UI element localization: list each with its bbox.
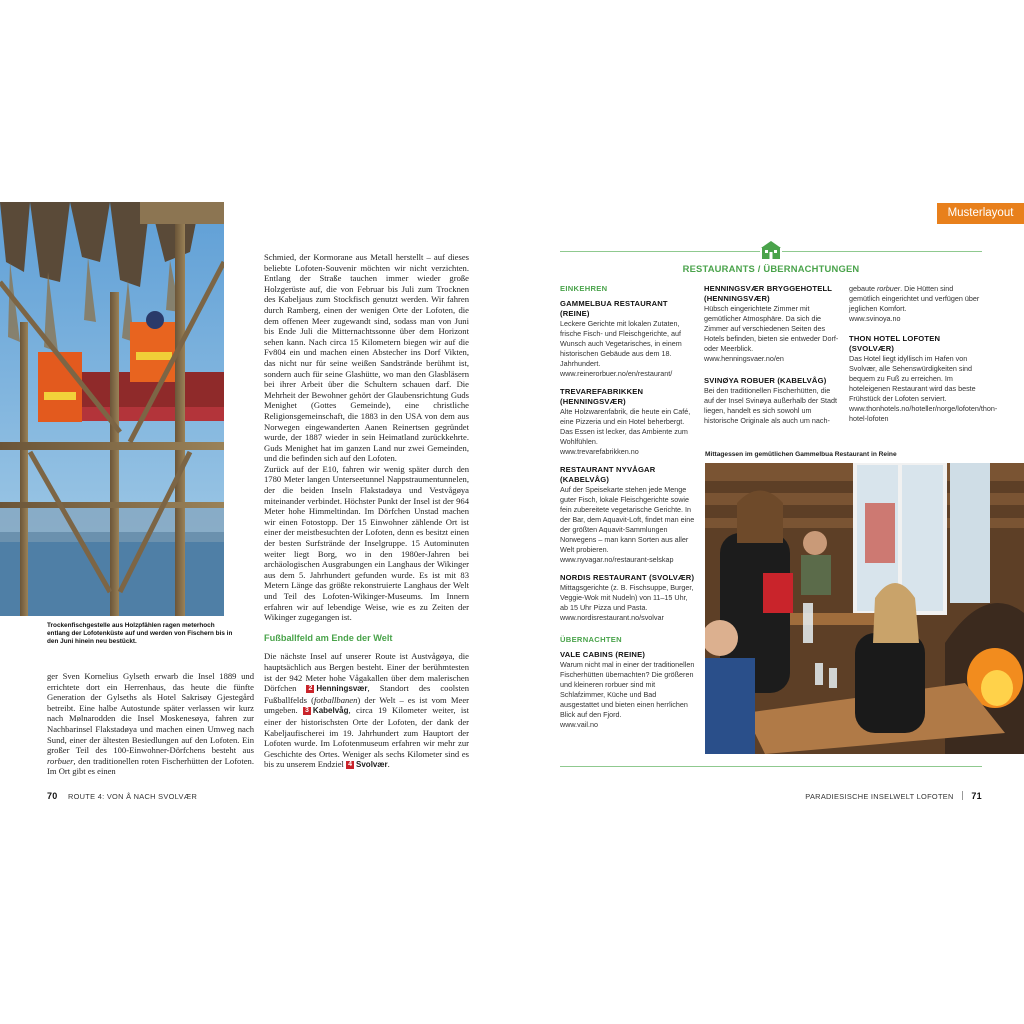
place-number-2: 2	[308, 685, 313, 693]
place-kabelvag: Kabelvåg	[312, 706, 349, 716]
restaurant-photo-caption: Mittagessen im gemütlichen Gammelbua Restaurant in Reine	[705, 451, 897, 458]
entry-gammelbua	[560, 299, 695, 379]
entry-thon-hotel	[849, 334, 998, 424]
entry-svinoya-continued	[849, 284, 984, 324]
entry-url[interactable]: www.reinerorbuer.no/en/restaurant/	[560, 369, 673, 378]
footer-left	[47, 791, 197, 801]
footer-right	[805, 791, 982, 801]
place-svolvaer: Svolvær	[356, 760, 388, 770]
entry-text: Alte Holzwarenfabrik, die heute ein Café, eine Pizzeria und ein Hotel beherbergt. Das Essen ist lecker, das Ambiente zum Wohlfühlen.	[560, 407, 691, 446]
entry-url[interactable]: www.thonhotels.no/hoteller/norge/lofoten/thon-hotel-lofoten	[849, 404, 998, 423]
mid-paragraph-1: Schmied, der Kormorane aus Metall herstellt – auf dieses beliebte Lofoten-Souvenir möchten wir nicht verzichten. Entlang der Straße tauchen immer wieder große Holzgerüste auf, die von Februar bis Juli zum Trocknen des Kabeljaus zum Stockfisch genutzt werden. Wir fahren durch Ramberg, einen der wenigen Orte der Lofoten, die dem offenen Meer zugewandt sind, sodass man von Juni bis Ende Juli die Mitternachtssonne über dem Horizont sehen kann. Nach circa 15 Kilometern biegen wir auf die Fv804 ein und machen einen Abstecher ins Dorf Vikten, das nicht nur für seine weißen Sandstrände berühmt ist, sondern auch für seine Glashütte, wo man den Glasbläsern bei ihrer Arbeit über die Schultern schauen darf. Die Mehrheit der Bewohner gehört der Glaubensrichtung Guds Menighet (Gottes Gemeinde), eine christliche Religionsgemeinschaft, die 1883 in den USA von dem aus Norwegen eingewanderten Aanen Reinertsen gegründet wurde, der 1887 wieder in sein Heimatland zurückkehrte. Guds Menighet hat im ganzen Land nur zwei Gemeinden, und die befinden sich auf den Lofoten.	[264, 252, 469, 464]
mid-section-heading: Fußballfeld am Ende der Welt	[264, 632, 393, 643]
entry-url[interactable]: www.nyvagar.no/restaurant-selskap	[560, 555, 674, 564]
entry-text: Auf der Speisekarte stehen jede Menge guter Fisch, lokale Fleischgerichte sowie fein zubereitete vegetarische Gerichte. In der Bar, dem Aquavit-Loft, findet man eine der größten Aquavit-Sammlungen Norwegens – man kann Sorten aus aller Welt probieren.	[560, 485, 695, 554]
place-number-3: 3	[305, 707, 309, 715]
footer-right-text: PARADIESISCHE INSELWELT LOFOTEN	[805, 792, 954, 801]
entry-url[interactable]: www.nordisrestaurant.no/svolvar	[560, 613, 664, 622]
left-bottom-text-part1: ger Sven Kornelius Gylseth erwarb die Insel 1889 und errichtete dort ein Herrenhaus, das heute die fünfte Generation der Gylseths als Hotel Sakrisøy Gjestegård betreibt. Eine halbe Autostunde später verlassen wir kurz nach Mølnarodden die Insel Moskenesøya, fahren zur Nachbarinsel Flakstadøya und machen einen Umweg nach Sund, einer der ältesten Besiedlungen auf den Lofoten. Ein großer Teil des 100-Einwohner-Dörfchens besteht aus	[47, 671, 254, 756]
photo-restaurant	[705, 463, 1024, 754]
entry-text: Warum nicht mal in einer der traditionellen Fischerhütten übernachten? Die größeren und kleineren rorbuer sind mit Schlafzimmer, Küche und Bad ausgestattet und bieten einen herrlichen Blick auf den Fjord.	[560, 660, 695, 719]
entry-url[interactable]: www.vail.no	[560, 720, 598, 729]
entry-url[interactable]: www.svinoya.no	[849, 314, 901, 323]
entry-text: Das Hotel liegt idyllisch im Hafen von Svolvær, alle Sehenswürdigkeiten sind bequem zu Fuß zu erreichen. Im hoteleigenen Restaurant wird das beste Frühstück der Lofoten serviert.	[849, 354, 976, 403]
mid-text-7: .	[387, 759, 390, 770]
entry-title: VALE CABINS (REINE)	[560, 650, 646, 659]
hotel-icon	[760, 240, 782, 260]
mid-paragraph-2: Zurück auf der E10, fahren wir wenig später durch den 1780 Meter langen Unterseetunnel Nappstraumentunnelen, der die beiden Inseln Flakstadøya und Vestvågøya miteinander verbindet. Höchster Punkt der Insel ist der 964 Meter hohe Himmeltindan. Im Dörfchen Unstad machen wir einen Fotostopp. Der 15 Einwohner zählende Ort ist einer der meistbesuchten der Lofoten, denn es besitzt einen der besten Surfstrände der Inselgruppe. 15 Autominuten weiter liegt Borg, wo in den 1980er-Jahren bei archäologischen Ausgrabungen ein Langhaus der Wikinger aus dem 5. Jahrhundert gefunden wurde. Es ist mit 83 Metern Länge das größte rekonstruierte Langhaus der Welt und Teil des Lofoten-Wikinger-Museums. Im Innern erfahren wir auf lebendige Weise, wie es zu Zeiten der Wikinger zugegangen ist.	[264, 463, 469, 623]
photo-fish-racks	[0, 202, 224, 616]
mid-text-3: Die nächste Insel auf unserer Route ist Austvågøya, die hauptsächlich aus Bergen besteht. Einer der berühmtesten ist der 942 Meter hohe Vågakallen über dem malerischen Dörfchen	[264, 651, 469, 694]
infobox-bottom-line	[560, 766, 982, 767]
mid-text-4: , Standort des coolsten Fußballfelds (	[264, 683, 469, 705]
entry-title: TREVAREFABRIKKEN (HENNINGSVÆR)	[560, 387, 644, 406]
left-bottom-text-part2: , den traditionellen roten Fischerhütten der Lofoten. Im Ort gibt es einen	[47, 755, 254, 777]
entry-trevarefabrikken	[560, 387, 695, 457]
col3-em: rorbuer	[876, 284, 901, 293]
entry-henningsvaer-bryggehotell	[704, 284, 840, 364]
page-number-right: 71	[971, 791, 982, 801]
mid-text-6: , circa 19 Kilometer weiter, ist einer der historischsten Orte der Lofoten, der dank der Kabeljaufischerei im 19. Jahrhundert zum Hauptort der Lofoten wurde. Im Lofotenmuseum erfahren wir mehr zur Geschichte des Ortes. Weniger als sechs Kilometer sind es bis zu unserem Endziel	[264, 705, 469, 770]
entry-text: Mittagsgerichte (z. B. Fischsuppe, Burger, Veggie-Wok mit Nudeln) von 11–15 Uhr, ab 15 Uhr Pizza und Pasta.	[560, 583, 694, 612]
entry-nyvagar	[560, 465, 695, 565]
entry-svinoya	[704, 376, 840, 426]
middle-column	[264, 252, 469, 771]
fish-racks-illustration	[0, 202, 224, 616]
footer-divider	[962, 791, 963, 800]
left-photo-caption: Trockenfischgestelle aus Holzpfählen ragen meterhoch entlang der Lofotenküste auf und werden von Fischern bis in den Juni hinein neu bestückt.	[47, 622, 233, 646]
entry-title: NORDIS RESTAURANT (SVOLVÆR)	[560, 573, 695, 582]
col3-text-a: gebaute	[849, 284, 877, 293]
entry-text: Bei den traditionellen Fischerhütten, die auf der Insel Svinøya außerhalb der Stadt liegen, handelt es sich sowohl um historische Originale als auch um nach-	[704, 386, 838, 425]
infobox-col-3	[849, 284, 998, 432]
left-bottom-text	[47, 671, 254, 777]
mid-paragraph-3	[264, 651, 469, 771]
restaurant-illustration	[705, 463, 1024, 754]
page-number-left: 70	[47, 791, 58, 801]
entry-title: THON HOTEL LOFOTEN (SVOLVÆR)	[849, 334, 941, 353]
entry-title: HENNINGSVÆR BRYGGEHOTELL (HENNINGSVÆR)	[704, 284, 832, 303]
place-henningsvaer: Henningsvær	[316, 684, 368, 694]
entry-nordis	[560, 573, 695, 623]
infobox-col-1	[560, 284, 695, 738]
entry-title: SVINØYA ROBUER (KABELVÅG)	[704, 376, 827, 385]
footer-left-text: ROUTE 4: VON Å NACH SVOLVÆR	[67, 792, 198, 801]
entry-vale-cabins	[560, 650, 695, 730]
musterlayout-badge: Musterlayout	[937, 203, 1024, 224]
entry-url[interactable]: www.henningsvaer.no/en	[704, 354, 784, 363]
mid-em-4: fotballbanen	[313, 694, 358, 705]
section-uebernachten: ÜBERNACHTEN	[560, 635, 622, 644]
section-einkehren: EINKEHREN	[560, 284, 608, 293]
left-bottom-em: rorbuer	[47, 755, 74, 766]
entry-text: Hübsch eingerichtete Zimmer mit gemütlicher Atmosphäre. Da sich die Zimmer auf verschiedenen Seiten des Hotels befinden, bieten sie entweder Dorf- oder Meerblick.	[704, 304, 839, 353]
entry-title: RESTAURANT NYVÅGAR (KABELVÅG)	[560, 465, 656, 484]
infobox-title: RESTAURANTS / ÜBERNACHTUNGEN	[682, 263, 860, 274]
infobox-col-2	[704, 284, 840, 434]
entry-title: GAMMELBUA RESTAURANT (REINE)	[560, 299, 668, 318]
col3-text-b: . Die Hütten sind gemütlich eingerichtet und verfügen über jeglichen Komfort.	[849, 284, 980, 313]
entry-url[interactable]: www.trevarefabrikken.no	[560, 447, 639, 456]
entry-text: Leckere Gerichte mit lokalen Zutaten, frische Fisch- und Fleischgerichte, auf Wunsch auch Vegetarisches, in einem historischen Gebäude aus dem 18. Jahrhundert.	[560, 319, 682, 368]
mid-text-5: ) der Welt – es ist vom Meer umgeben.	[264, 694, 470, 716]
place-number-4: 4	[348, 761, 353, 769]
entry-text	[849, 284, 984, 314]
